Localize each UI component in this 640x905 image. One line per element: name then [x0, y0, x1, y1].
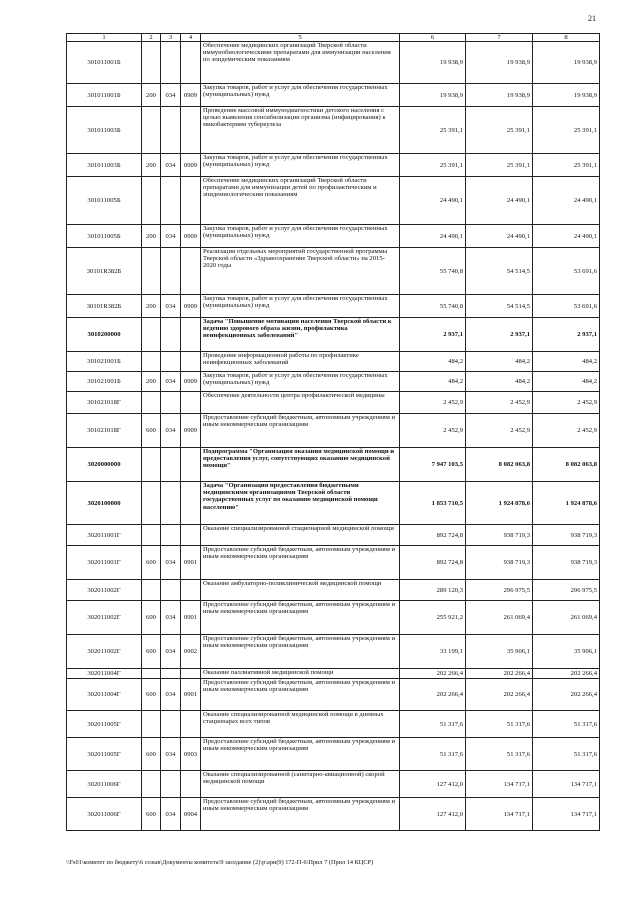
header-col-7: 7: [466, 34, 533, 42]
cell-ministry: 034: [161, 154, 181, 177]
cell-code: 3020100000: [67, 482, 142, 525]
cell-value-col8: 484,2: [533, 352, 600, 372]
cell-value-col7: 938 719,3: [466, 546, 533, 580]
table-row: [67, 225, 600, 248]
cell-value-col7: 2 937,1: [466, 318, 533, 352]
cell-value-col8: 938 719,3: [533, 546, 600, 580]
cell-code: 30101R382Б: [67, 295, 142, 318]
cell-ministry: [161, 352, 181, 372]
cell-code: 302011001Г: [67, 546, 142, 580]
cell-section: [142, 448, 161, 482]
cell-value-col7: 19 938,9: [466, 84, 533, 107]
cell-value-col8: 25 391,1: [533, 154, 600, 177]
cell-name: Закупка товаров, работ и услуг для обеспечения государственных (муниципальных) нужд: [201, 84, 400, 107]
cell-section: [142, 525, 161, 546]
cell-ministry: 034: [161, 84, 181, 107]
cell-ministry: 034: [161, 679, 181, 711]
cell-value-col7: 54 514,5: [466, 248, 533, 295]
cell-ministry: [161, 669, 181, 679]
cell-value-col7: 261 069,4: [466, 601, 533, 635]
table-row: [67, 352, 600, 372]
cell-value-col7: 134 717,1: [466, 798, 533, 831]
cell-code: 302011005Г: [67, 711, 142, 738]
cell-value-col7: 8 082 063,8: [466, 448, 533, 482]
cell-value-col6: 892 724,8: [400, 525, 466, 546]
cell-code: 301021001Б: [67, 372, 142, 392]
table-row: [67, 42, 600, 84]
cell-name: Предоставление субсидий бюджетным, автономным учреждениям и иным некоммерческим организациям: [201, 414, 400, 448]
table-row: [67, 798, 600, 831]
cell-ministry: [161, 711, 181, 738]
cell-name: Обеспечение медицинских организаций Тверской области иммунобиологическими препаратами для иммунизации населения по эпидемическим показаниям: [201, 42, 400, 84]
cell-value-col8: 134 717,1: [533, 771, 600, 798]
cell-subsection: [181, 580, 201, 601]
header-col-1: 1: [67, 34, 142, 42]
cell-value-col7: 24 490,1: [466, 177, 533, 225]
cell-value-col7: 296 975,5: [466, 580, 533, 601]
cell-ministry: 034: [161, 798, 181, 831]
cell-value-col7: 24 490,1: [466, 225, 533, 248]
page-number: 21: [588, 14, 596, 23]
table-row: [67, 84, 600, 107]
cell-ministry: [161, 107, 181, 154]
cell-value-col6: 202 266,4: [400, 679, 466, 711]
cell-value-col6: 2 452,9: [400, 414, 466, 448]
cell-value-col6: 51 317,6: [400, 711, 466, 738]
cell-ministry: 034: [161, 414, 181, 448]
cell-value-col6: 127 412,0: [400, 771, 466, 798]
table-row: [67, 711, 600, 738]
footer-file-path: \\Fs01\комитет по бюджету\6 созыв\Документы комитета\9 заседание (2)\р\ари(9) 172-П-6\Прил 7 (Прил 14 КЦСР): [66, 859, 374, 866]
cell-name: Обеспечение медицинских организаций Тверской области препаратами для иммунизации детей по профилактическим и эпидемиологическим показаниям: [201, 177, 400, 225]
cell-name: Предоставление субсидий бюджетным, автономным учреждениям и иным некоммерческим организациям: [201, 679, 400, 711]
cell-subsection: 0901: [181, 546, 201, 580]
cell-value-col8: 134 717,1: [533, 798, 600, 831]
cell-value-col7: 134 717,1: [466, 771, 533, 798]
cell-value-col7: 25 391,1: [466, 154, 533, 177]
table-row: [67, 635, 600, 669]
cell-name: Предоставление субсидий бюджетным, автономным учреждениям и иным некоммерческим организациям: [201, 601, 400, 635]
cell-section: 600: [142, 546, 161, 580]
cell-value-col8: 53 691,6: [533, 295, 600, 318]
cell-code: 301011005Б: [67, 225, 142, 248]
cell-code: 301011003Б: [67, 107, 142, 154]
cell-ministry: 034: [161, 635, 181, 669]
cell-ministry: [161, 482, 181, 525]
cell-value-col6: 51 317,6: [400, 738, 466, 771]
cell-value-col6: 892 724,8: [400, 546, 466, 580]
cell-subsection: [181, 42, 201, 84]
cell-name: Оказание амбулаторно-поликлинической медицинской помощи: [201, 580, 400, 601]
cell-section: [142, 392, 161, 414]
cell-section: [142, 42, 161, 84]
table-row: [67, 372, 600, 392]
cell-ministry: 034: [161, 546, 181, 580]
cell-name: Предоставление субсидий бюджетным, автономным учреждениям и иным некоммерческим организациям: [201, 738, 400, 771]
cell-value-col8: 19 938,9: [533, 84, 600, 107]
cell-value-col7: 202 266,4: [466, 679, 533, 711]
cell-subsection: 0909: [181, 414, 201, 448]
cell-value-col6: 127 412,0: [400, 798, 466, 831]
cell-section: [142, 248, 161, 295]
cell-name: Закупка товаров, работ и услуг для обеспечения государственных (муниципальных) нужд: [201, 372, 400, 392]
cell-ministry: 034: [161, 225, 181, 248]
table-row: [67, 318, 600, 352]
cell-code: 3020000000: [67, 448, 142, 482]
cell-value-col6: 25 391,1: [400, 154, 466, 177]
table-row: [67, 771, 600, 798]
cell-subsection: [181, 248, 201, 295]
header-col-2: 2: [142, 34, 161, 42]
cell-name: Оказание специализированной (санитарно-авиационной) скорой медицинской помощи: [201, 771, 400, 798]
cell-value-col8: 53 691,6: [533, 248, 600, 295]
cell-section: [142, 669, 161, 679]
cell-value-col8: 24 490,1: [533, 225, 600, 248]
cell-name: Предоставление субсидий бюджетным, автономным учреждениям и иным некоммерческим организациям: [201, 798, 400, 831]
cell-value-col7: 2 452,9: [466, 414, 533, 448]
cell-ministry: 034: [161, 601, 181, 635]
cell-value-col6: 484,2: [400, 352, 466, 372]
cell-value-col8: 2 937,1: [533, 318, 600, 352]
cell-subsection: 0909: [181, 372, 201, 392]
table-row: [67, 177, 600, 225]
cell-name: Задача "Повышение мотивации населения Тверской области к ведению здорового образа жизни, профилактика неинфекционных заболеваний": [201, 318, 400, 352]
cell-section: 600: [142, 738, 161, 771]
cell-section: [142, 482, 161, 525]
cell-value-col7: 54 514,5: [466, 295, 533, 318]
header-col-4: 4: [181, 34, 201, 42]
cell-section: [142, 771, 161, 798]
cell-value-col8: 484,2: [533, 372, 600, 392]
cell-value-col6: 255 921,2: [400, 601, 466, 635]
cell-value-col8: 2 452,9: [533, 414, 600, 448]
cell-subsection: 0902: [181, 635, 201, 669]
cell-code: 302011006Г: [67, 798, 142, 831]
table-row: [67, 482, 600, 525]
cell-name: Проведение информационной работы по профилактике неинфекционных заболеваний: [201, 352, 400, 372]
cell-subsection: [181, 318, 201, 352]
cell-section: 600: [142, 679, 161, 711]
cell-code: 302011006Г: [67, 771, 142, 798]
cell-code: 3010200000: [67, 318, 142, 352]
cell-value-col8: 35 906,1: [533, 635, 600, 669]
cell-value-col6: 33 199,1: [400, 635, 466, 669]
cell-code: 302011002Г: [67, 580, 142, 601]
header-col-6: 6: [400, 34, 466, 42]
cell-value-col8: 8 082 063,8: [533, 448, 600, 482]
cell-subsection: 0901: [181, 679, 201, 711]
table-row: [67, 669, 600, 679]
cell-section: 600: [142, 601, 161, 635]
cell-value-col6: 484,2: [400, 372, 466, 392]
cell-name: Реализация отдельных мероприятий государственной программы Тверской области «Здравоохранение Тверской области» на 2015-2020 годы: [201, 248, 400, 295]
cell-value-col7: 484,2: [466, 352, 533, 372]
cell-value-col8: 19 938,9: [533, 42, 600, 84]
cell-value-col6: 202 266,4: [400, 669, 466, 679]
cell-value-col7: 51 317,6: [466, 738, 533, 771]
cell-section: 600: [142, 414, 161, 448]
cell-code: 301011005Б: [67, 177, 142, 225]
header-col-8: 8: [533, 34, 600, 42]
cell-code: 302011005Г: [67, 738, 142, 771]
cell-code: 302011004Г: [67, 669, 142, 679]
cell-subsection: 0901: [181, 601, 201, 635]
cell-subsection: [181, 448, 201, 482]
cell-value-col6: 2 452,9: [400, 392, 466, 414]
cell-value-col7: 1 924 878,6: [466, 482, 533, 525]
cell-subsection: 0903: [181, 738, 201, 771]
cell-subsection: [181, 352, 201, 372]
cell-value-col8: 51 317,6: [533, 738, 600, 771]
header-col-3: 3: [161, 34, 181, 42]
cell-value-col6: 19 938,9: [400, 84, 466, 107]
cell-value-col6: 55 740,8: [400, 248, 466, 295]
cell-ministry: [161, 771, 181, 798]
cell-value-col8: 296 975,5: [533, 580, 600, 601]
cell-name: Оказание паллиативной медицинской помощи: [201, 669, 400, 679]
cell-section: 200: [142, 372, 161, 392]
cell-value-col6: 24 490,1: [400, 177, 466, 225]
cell-subsection: 0909: [181, 295, 201, 318]
cell-name: Закупка товаров, работ и услуг для обеспечения государственных (муниципальных) нужд: [201, 225, 400, 248]
table-row: [67, 392, 600, 414]
table-row: [67, 546, 600, 580]
cell-value-col8: 938 719,3: [533, 525, 600, 546]
cell-section: 200: [142, 84, 161, 107]
cell-ministry: [161, 392, 181, 414]
cell-section: [142, 352, 161, 372]
cell-subsection: 0909: [181, 225, 201, 248]
cell-value-col7: 19 938,9: [466, 42, 533, 84]
cell-subsection: 0909: [181, 84, 201, 107]
cell-code: 301011001Б: [67, 42, 142, 84]
cell-ministry: 034: [161, 372, 181, 392]
cell-name: Проведение массовой иммунодиагностики детского населения с целью выявления сенсибилизации организма (инфицирования) к микобактериям туберкулеза: [201, 107, 400, 154]
table-row: [67, 525, 600, 546]
cell-value-col8: 25 391,1: [533, 107, 600, 154]
cell-ministry: [161, 318, 181, 352]
cell-value-col7: 484,2: [466, 372, 533, 392]
header-col-5: 5: [201, 34, 400, 42]
cell-name: Закупка товаров, работ и услуг для обеспечения государственных (муниципальных) нужд: [201, 295, 400, 318]
cell-value-col8: 1 924 878,6: [533, 482, 600, 525]
cell-name: Предоставление субсидий бюджетным, автономным учреждениям и иным некоммерческим организациям: [201, 546, 400, 580]
cell-code: 302011002Г: [67, 601, 142, 635]
budget-table: [66, 33, 600, 831]
cell-name: Предоставление субсидий бюджетным, автономным учреждениям и иным некоммерческим организациям: [201, 635, 400, 669]
cell-value-col6: 1 853 710,5: [400, 482, 466, 525]
table-row: [67, 295, 600, 318]
table-row: [67, 738, 600, 771]
cell-name: Оказание специализированной стационарной медицинской помощи: [201, 525, 400, 546]
cell-subsection: [181, 177, 201, 225]
cell-subsection: [181, 711, 201, 738]
cell-subsection: [181, 525, 201, 546]
cell-value-col8: 202 266,4: [533, 679, 600, 711]
cell-value-col6: 19 938,9: [400, 42, 466, 84]
cell-section: 200: [142, 225, 161, 248]
cell-subsection: [181, 482, 201, 525]
cell-section: 600: [142, 635, 161, 669]
cell-ministry: [161, 42, 181, 84]
cell-section: 200: [142, 154, 161, 177]
cell-code: 301021018Г: [67, 414, 142, 448]
cell-ministry: 034: [161, 738, 181, 771]
cell-value-col7: 25 391,1: [466, 107, 533, 154]
cell-code: 302011002Г: [67, 635, 142, 669]
cell-section: [142, 318, 161, 352]
cell-code: 301011001Б: [67, 84, 142, 107]
cell-section: [142, 580, 161, 601]
cell-code: 301021001Б: [67, 352, 142, 372]
cell-subsection: [181, 669, 201, 679]
cell-value-col6: 2 937,1: [400, 318, 466, 352]
table-row: [67, 448, 600, 482]
table-row: [67, 679, 600, 711]
table-row: [67, 601, 600, 635]
cell-section: [142, 711, 161, 738]
cell-value-col6: 289 120,3: [400, 580, 466, 601]
cell-name: Закупка товаров, работ и услуг для обеспечения государственных (муниципальных) нужд: [201, 154, 400, 177]
table-row: [67, 248, 600, 295]
cell-ministry: [161, 525, 181, 546]
table-row: [67, 414, 600, 448]
cell-ministry: [161, 448, 181, 482]
cell-value-col7: 938 719,3: [466, 525, 533, 546]
cell-value-col7: 35 906,1: [466, 635, 533, 669]
cell-value-col6: 25 391,1: [400, 107, 466, 154]
cell-section: [142, 107, 161, 154]
cell-section: 200: [142, 295, 161, 318]
cell-value-col6: 55 740,8: [400, 295, 466, 318]
cell-name: Оказание специализированной медицинской помощи в дневных стационарах всех типов: [201, 711, 400, 738]
cell-name: Подпрограмма "Организация оказания медицинской помощи и предоставления услуг, сопутствующих оказанию медицинской помощи": [201, 448, 400, 482]
cell-ministry: [161, 580, 181, 601]
cell-value-col8: 51 317,6: [533, 711, 600, 738]
cell-value-col8: 24 490,1: [533, 177, 600, 225]
cell-section: [142, 177, 161, 225]
cell-code: 302011001Г: [67, 525, 142, 546]
cell-subsection: [181, 392, 201, 414]
header-row: [67, 34, 600, 42]
cell-name: Обеспечение деятельности центра профилактической медицины: [201, 392, 400, 414]
cell-value-col6: 7 947 103,5: [400, 448, 466, 482]
cell-value-col8: 2 452,9: [533, 392, 600, 414]
cell-code: 30101R382Б: [67, 248, 142, 295]
table-row: [67, 107, 600, 154]
cell-value-col8: 202 266,4: [533, 669, 600, 679]
cell-ministry: 034: [161, 295, 181, 318]
table-row: [67, 154, 600, 177]
cell-value-col7: 2 452,9: [466, 392, 533, 414]
cell-code: 301011003Б: [67, 154, 142, 177]
cell-subsection: [181, 107, 201, 154]
cell-code: 302011004Г: [67, 679, 142, 711]
cell-value-col8: 261 069,4: [533, 601, 600, 635]
cell-value-col7: 202 266,4: [466, 669, 533, 679]
cell-subsection: 0909: [181, 154, 201, 177]
cell-section: 600: [142, 798, 161, 831]
cell-subsection: 0904: [181, 798, 201, 831]
cell-ministry: [161, 177, 181, 225]
cell-name: Задача "Организация предоставления бюджетными медицинскими организациями Тверской области государственных услуг по оказанию медицинской помощи населению": [201, 482, 400, 525]
cell-ministry: [161, 248, 181, 295]
cell-code: 301021018Г: [67, 392, 142, 414]
cell-value-col7: 51 317,6: [466, 711, 533, 738]
cell-subsection: [181, 771, 201, 798]
table-row: [67, 580, 600, 601]
cell-value-col6: 24 490,1: [400, 225, 466, 248]
